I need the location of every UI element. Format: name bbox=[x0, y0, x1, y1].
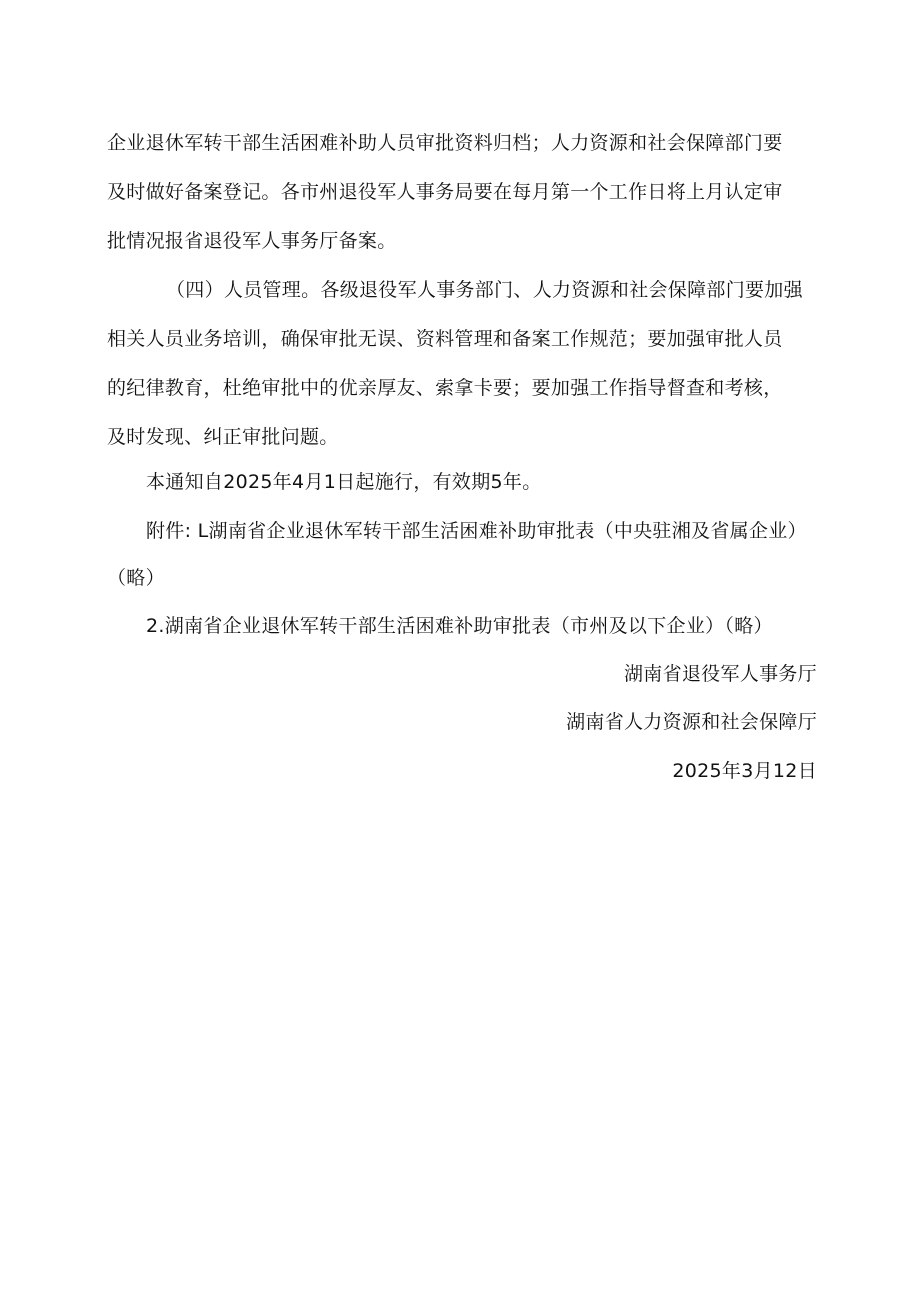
signature-org1: 湖南省退役军人事务厅 bbox=[623, 663, 817, 685]
paragraph2-line4: 及时发现、纠正审批问题。 bbox=[107, 426, 339, 448]
attachment-line2: （略） bbox=[107, 567, 165, 589]
attachment-line3: 2.湖南省企业退休军转干部生活困难补助审批表（市州及以下企业）（略） bbox=[146, 615, 773, 637]
paragraph2-line1: （四）人员管理。各级退役军人事务部门、人力资源和社会保障部门要加强 bbox=[166, 279, 803, 301]
paragraph2-line2: 相关人员业务培训，确保审批无误、资料管理和备案工作规范；要加强审批人员 bbox=[107, 328, 783, 350]
effective-date-line: 本通知自2025年4月1日起施行，有效期5年。 bbox=[146, 471, 542, 493]
attachment-line1: 附件: L湖南省企业退休军转干部生活困难补助审批表（中央驻湘及省属企业） bbox=[146, 520, 807, 542]
paragraph2-line3: 的纪律教育，杜绝审批中的优亲厚友、索拿卡要；要加强工作指导督查和考核， bbox=[107, 377, 783, 399]
signature-date: 2025年3月12日 bbox=[672, 760, 817, 782]
paragraph1-line1: 企业退休军转干部生活困难补助人员审批资料归档；人力资源和社会保障部门要 bbox=[107, 132, 783, 154]
paragraph1-line2: 及时做好备案登记。各市州退役军人事务局要在每月第一个工作日将上月认定审 bbox=[107, 181, 783, 203]
paragraph1-line3: 批情况报省退役军人事务厅备案。 bbox=[107, 230, 397, 252]
signature-org2: 湖南省人力资源和社会保障厅 bbox=[566, 711, 817, 733]
